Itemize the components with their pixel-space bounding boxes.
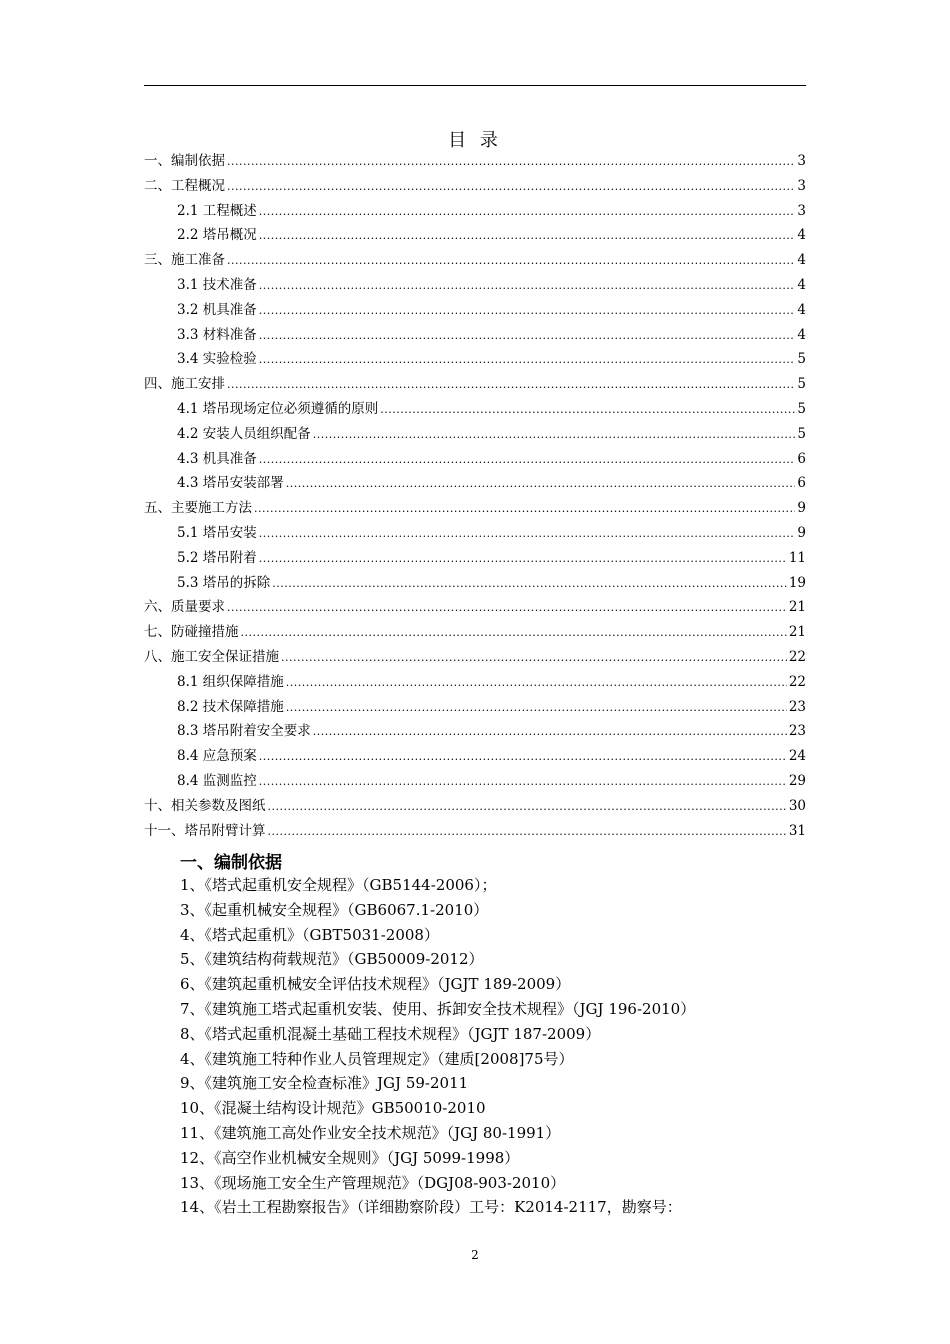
header-rule: [144, 85, 806, 86]
toc-leader-dots: [286, 701, 787, 714]
toc-entry-label: 2.2 塔吊概况: [177, 227, 257, 244]
page-number: 2: [471, 1248, 479, 1262]
toc-leader-dots: [286, 676, 787, 689]
reference-item: 7、《建筑施工塔式起重机安装、使用、拆卸安全技术规程》（JGJ 196-2010）: [180, 999, 696, 1018]
table-of-contents: [144, 149, 806, 843]
toc-entry-page: 6: [797, 450, 806, 467]
toc-entry-page: 3: [797, 177, 806, 194]
toc-entry-page: 4: [797, 227, 806, 244]
toc-leader-dots: [259, 279, 796, 292]
toc-entry[interactable]: [144, 670, 806, 695]
toc-leader-dots: [241, 626, 787, 639]
toc-entry-page: 23: [788, 698, 806, 715]
toc-entry[interactable]: [144, 223, 806, 248]
reference-item: 6、《建筑起重机械安全评估技术规程》（JGJT 189-2009）: [180, 975, 571, 994]
toc-entry[interactable]: [144, 447, 806, 472]
toc-entry-label: 4.3 机具准备: [177, 450, 257, 467]
toc-entry-page: 9: [797, 524, 806, 541]
toc-title: 目 录: [448, 130, 502, 151]
toc-entry-page: 5: [797, 400, 806, 417]
toc-entry[interactable]: [144, 298, 806, 323]
toc-entry-page: 31: [788, 822, 806, 839]
toc-entry[interactable]: [144, 471, 806, 496]
toc-leader-dots: [313, 428, 796, 441]
toc-entry-label: 3.1 技术准备: [177, 276, 257, 293]
toc-entry-page: 3: [797, 202, 806, 219]
toc-entry-label: 3.4 实验检验: [177, 351, 257, 368]
toc-entry-page: 3: [797, 153, 806, 169]
toc-entry[interactable]: [144, 372, 806, 397]
toc-leader-dots: [272, 577, 787, 590]
reference-item: 8、《塔式起重机混凝土基础工程技术规程》（JGJT 187-2009）: [180, 1024, 601, 1043]
toc-entry[interactable]: [144, 521, 806, 546]
toc-leader-dots: [259, 229, 796, 242]
toc-entry-page: 4: [797, 301, 806, 318]
toc-entry-page: 5: [797, 425, 806, 442]
toc-leader-dots: [259, 527, 796, 540]
toc-entry[interactable]: [144, 496, 806, 521]
toc-leader-dots: [259, 775, 787, 788]
toc-leader-dots: [227, 378, 795, 391]
toc-entry-label: 一、编制依据: [144, 153, 225, 169]
toc-entry-label: 十、相关参数及图纸: [144, 797, 266, 814]
toc-entry[interactable]: [144, 174, 806, 199]
toc-entry-label: 2.1 工程概述: [177, 202, 257, 219]
reference-item: 1、《塔式起重机安全规程》（GB5144-2006）；: [180, 876, 497, 894]
toc-entry-page: 4: [797, 326, 806, 343]
toc-entry[interactable]: [144, 397, 806, 422]
toc-entry-label: 5.2 塔吊附着: [177, 549, 257, 566]
reference-item: 4、《建筑施工特种作业人员管理规定》（建质[2008]75号）: [180, 1049, 574, 1068]
toc-leader-dots: [313, 725, 787, 738]
reference-item: 11、《建筑施工高处作业安全技术规范》（JGJ 80-1991）: [180, 1123, 561, 1142]
toc-entry[interactable]: [144, 347, 806, 372]
reference-item: 14、《岩土工程勘察报告》（详细勘察阶段）工号：K2014-2117，勘察号：: [180, 1198, 682, 1217]
toc-entry-label: 4.2 安装人员组织配备: [177, 425, 311, 442]
toc-entry-label: 8.1 组织保障措施: [177, 673, 284, 690]
section-heading: 一、编制依据: [180, 853, 282, 873]
toc-entry[interactable]: [144, 199, 806, 224]
toc-entry-page: 6: [797, 475, 806, 492]
toc-entry[interactable]: [144, 422, 806, 447]
toc-entry[interactable]: [144, 571, 806, 596]
toc-leader-dots: [259, 353, 796, 366]
toc-leader-dots: [227, 180, 795, 193]
toc-entry[interactable]: [144, 744, 806, 769]
toc-entry-label: 六、质量要求: [144, 599, 225, 616]
reference-item: 5、《建筑结构荷载规范》（GB50009-2012）: [180, 950, 484, 969]
toc-entry-label: 四、施工安排: [144, 376, 225, 393]
toc-entry-page: 5: [797, 351, 806, 368]
toc-entry[interactable]: [144, 273, 806, 298]
toc-entry[interactable]: [144, 149, 806, 174]
toc-leader-dots: [259, 750, 787, 763]
toc-entry[interactable]: [144, 819, 806, 844]
toc-entry-page: 29: [788, 772, 806, 789]
toc-entry-label: 8.3 塔吊附着安全要求: [177, 723, 311, 740]
reference-item: 3、《起重机械安全规程》（GB6067.1-2010）: [180, 900, 489, 919]
toc-entry-label: 二、工程概况: [144, 177, 225, 194]
toc-entry-label: 8.4 监测监控: [177, 772, 257, 789]
toc-entry[interactable]: [144, 645, 806, 670]
toc-entry-label: 4.1 塔吊现场定位必须遵循的原则: [177, 400, 379, 417]
toc-entry-label: 十一、塔吊附臂计算: [144, 822, 266, 839]
toc-entry[interactable]: [144, 769, 806, 794]
toc-leader-dots: [259, 453, 796, 466]
toc-entry[interactable]: [144, 248, 806, 273]
toc-entry-page: 30: [788, 797, 806, 814]
toc-leader-dots: [259, 205, 796, 218]
toc-entry-page: 19: [788, 574, 806, 591]
toc-entry-label: 5.3 塔吊的拆除: [177, 574, 271, 591]
toc-entry-page: 23: [788, 723, 806, 740]
toc-leader-dots: [268, 800, 787, 813]
toc-entry-page: 5: [797, 376, 806, 393]
toc-entry[interactable]: [144, 695, 806, 720]
toc-entry-page: 11: [788, 549, 806, 566]
toc-entry-page: 22: [788, 648, 806, 665]
toc-entry-page: 21: [788, 624, 806, 641]
toc-entry-page: 22: [788, 673, 806, 690]
toc-leader-dots: [254, 502, 795, 515]
toc-entry-page: 4: [797, 252, 806, 269]
toc-entry-label: 4.3 塔吊安装部署: [177, 475, 284, 492]
toc-entry-label: 8.2 技术保障措施: [177, 698, 284, 715]
toc-leader-dots: [227, 601, 787, 614]
toc-entry[interactable]: [144, 595, 806, 620]
toc-entry-label: 五、主要施工方法: [144, 500, 252, 517]
toc-leader-dots: [281, 651, 787, 664]
toc-leader-dots: [227, 155, 795, 168]
toc-entry-page: 24: [788, 748, 806, 765]
toc-entry[interactable]: [144, 323, 806, 348]
toc-entry-label: 七、防碰撞措施: [144, 624, 239, 641]
toc-leader-dots: [286, 477, 796, 490]
toc-leader-dots: [259, 552, 787, 565]
toc-entry-page: 9: [797, 500, 806, 517]
toc-entry[interactable]: [144, 719, 806, 744]
toc-entry-label: 八、施工安全保证措施: [144, 648, 279, 665]
toc-leader-dots: [259, 329, 796, 342]
toc-leader-dots: [259, 304, 796, 317]
toc-entry-page: 21: [788, 599, 806, 616]
toc-entry-label: 8.4 应急预案: [177, 748, 257, 765]
toc-entry-label: 3.3 材料准备: [177, 326, 257, 343]
toc-entry-page: 4: [797, 276, 806, 293]
toc-leader-dots: [227, 254, 795, 267]
toc-entry-label: 三、施工准备: [144, 252, 225, 269]
toc-leader-dots: [268, 825, 787, 838]
reference-list: [180, 873, 810, 1220]
toc-entry-label: 3.2 机具准备: [177, 301, 257, 318]
reference-item: 4、《塔式起重机》（GBT5031-2008）: [180, 925, 439, 944]
reference-item: 9、《建筑施工安全检查标准》JGJ 59-2011: [180, 1074, 469, 1093]
reference-item: 13、《现场施工安全生产管理规范》（DGJ08-903-2010）: [180, 1173, 566, 1192]
toc-entry-label: 5.1 塔吊安装: [177, 524, 257, 541]
toc-entry[interactable]: [144, 620, 806, 645]
toc-entry[interactable]: [144, 546, 806, 571]
reference-item: 12、《高空作业机械安全规则》（JGJ 5099-1998）: [180, 1148, 520, 1167]
toc-leader-dots: [380, 403, 795, 416]
toc-entry[interactable]: [144, 794, 806, 819]
reference-item: 10、《混凝土结构设计规范》GB50010-2010: [180, 1099, 486, 1118]
